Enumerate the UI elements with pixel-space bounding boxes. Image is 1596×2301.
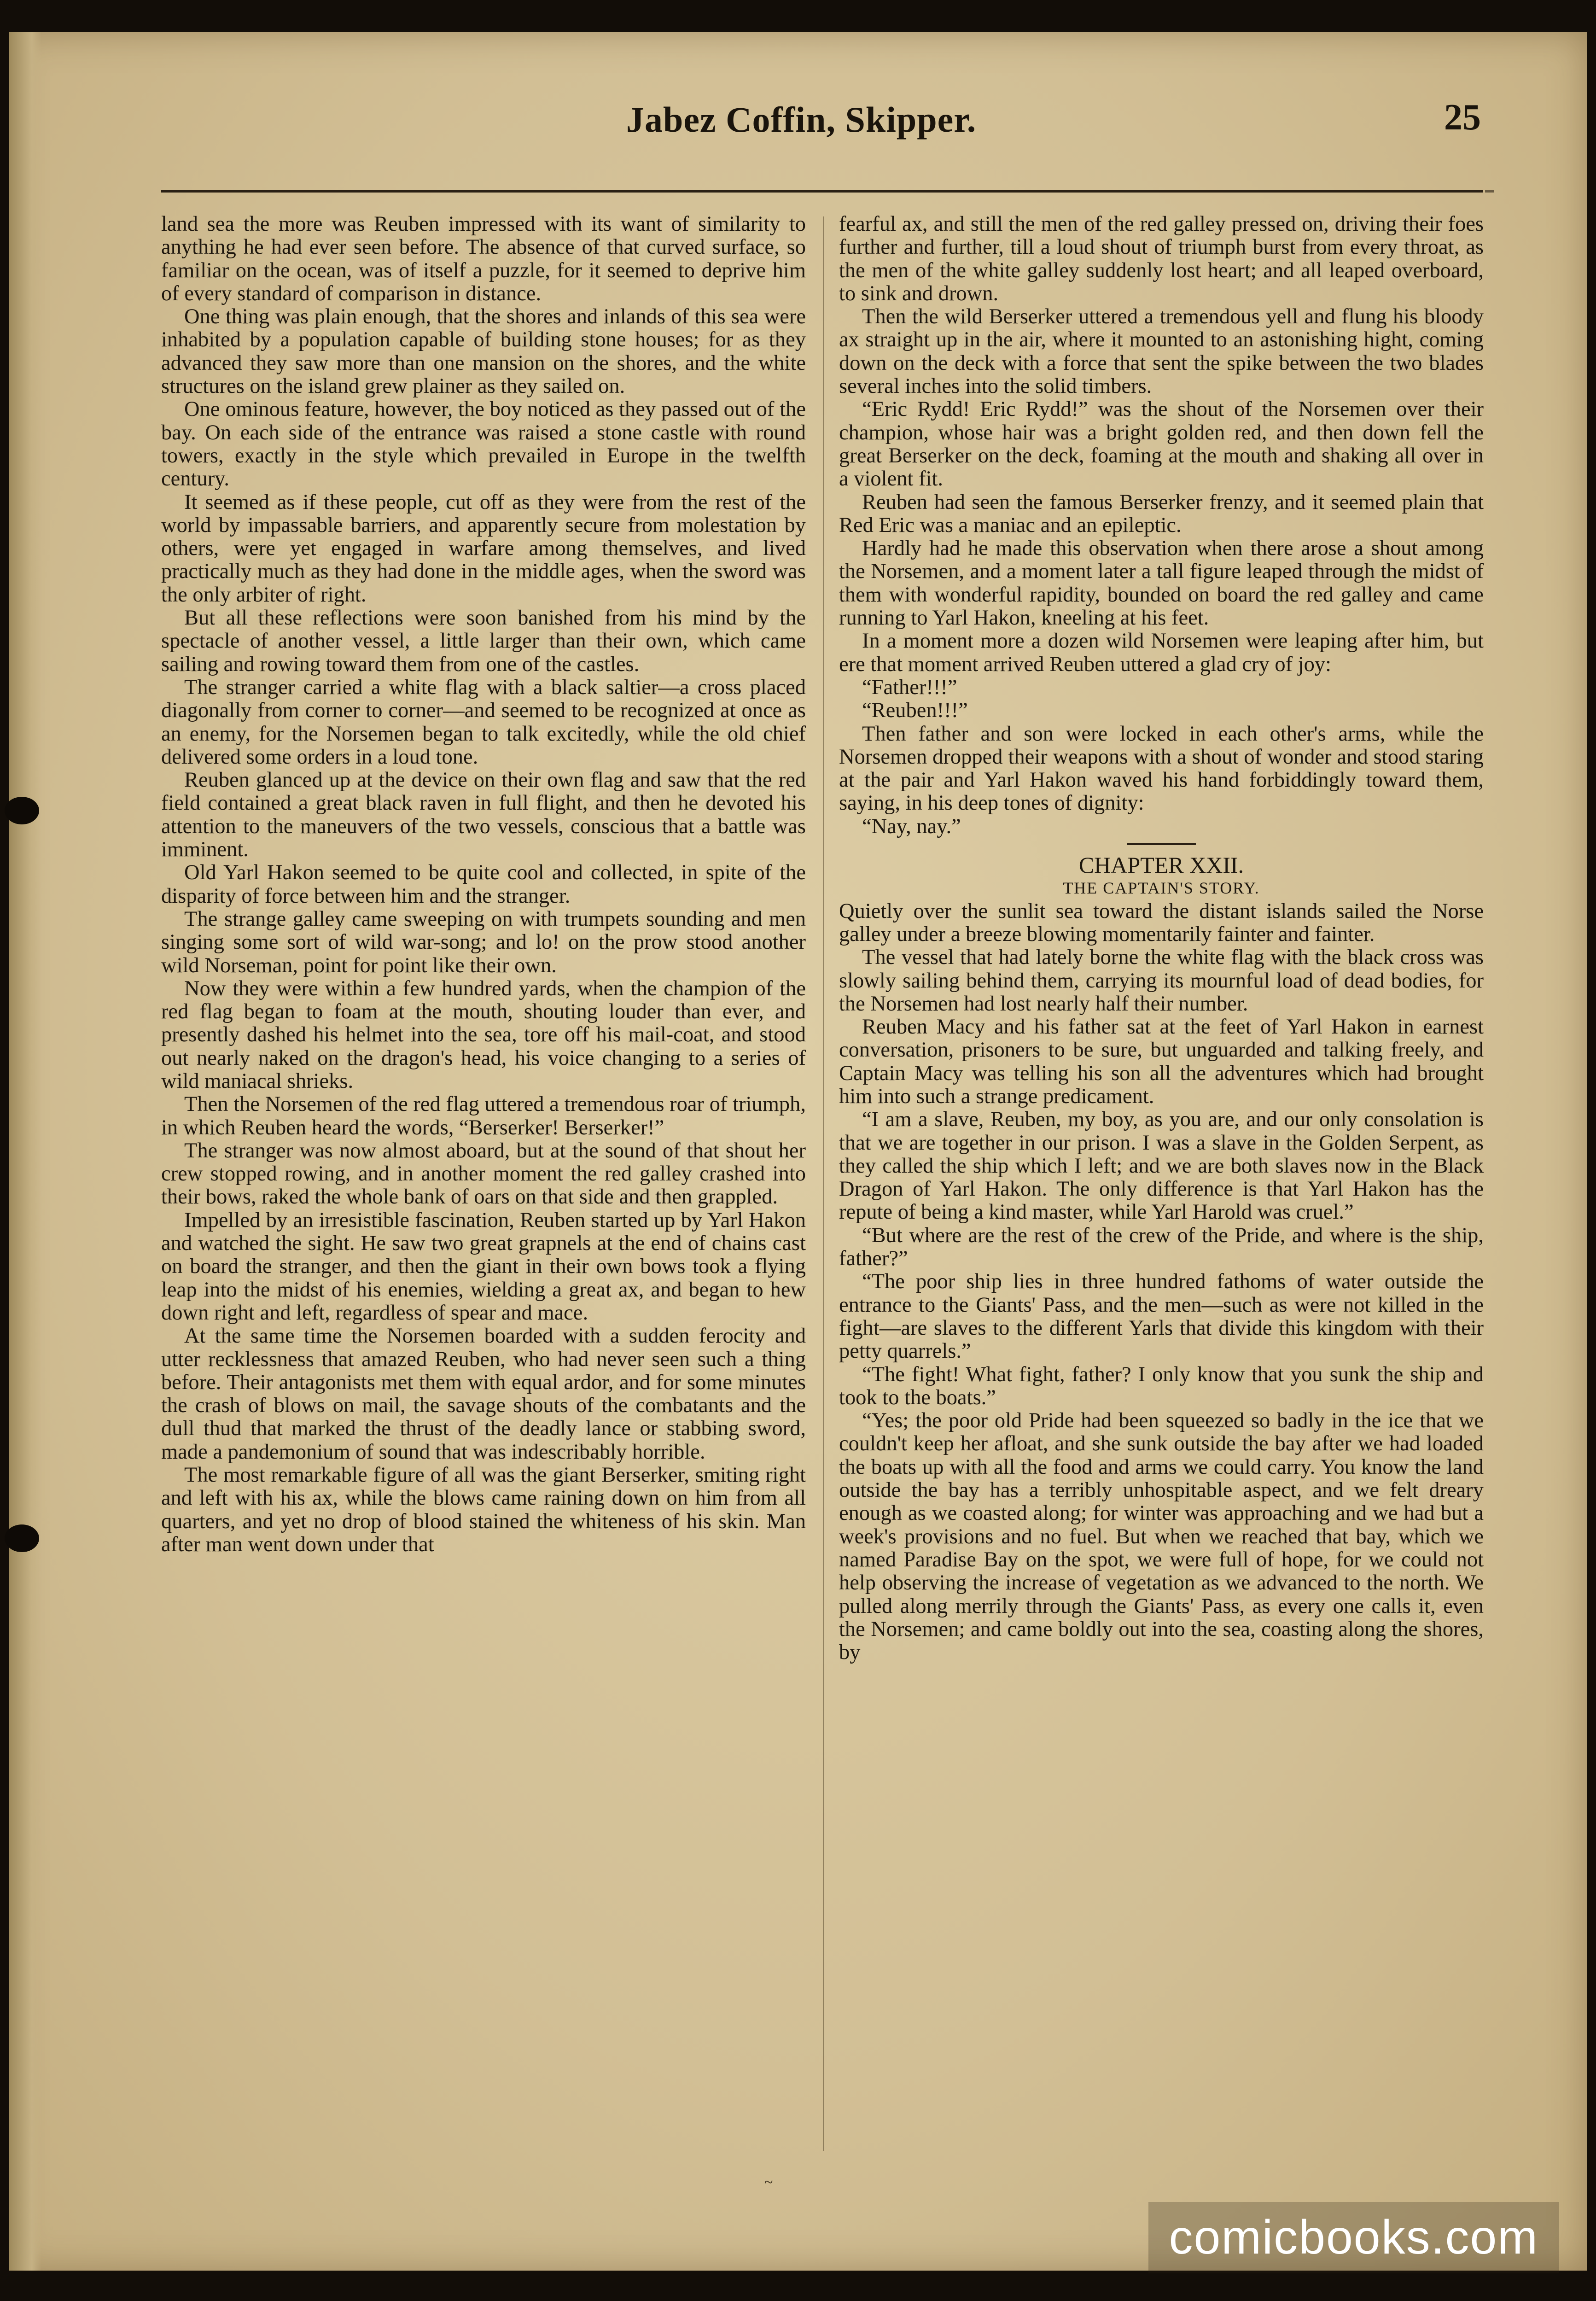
paragraph: “The poor ship lies in three hundred fathoms of water outside the entrance to the Giants' Pass, and the men—such as were not killed in the fight—are slaves to the different Yarls that divide this kingdom with their petty quarrels.” — [839, 1270, 1484, 1363]
paragraph: At the same time the Norsemen boarded with a sudden ferocity and utter recklessness that amazed Reuben, who had never seen such a thing before. Their antagonists met them with equal ardor, and for some minutes the crash of blows on mail, the savage shouts of the combatants and the dull thud that marked the thrust of the deadly lance or stabbing sword, made a pandemonium of sound that was indescribably horrible. — [161, 1324, 806, 1464]
chapter-subtitle: THE CAPTAIN'S STORY. — [1063, 879, 1260, 898]
paragraph: Hardly had he made this observation when there arose a shout among the Norsemen, and a moment later a tall figure leaped through the midst of them with wonderful rapidity, bounded on board the red galley and came running to Yarl Hakon, kneeling at his feet. — [839, 537, 1484, 630]
paragraph: The most remarkable figure of all was the giant Berserker, smiting right and left with his ax, while the blows came raining down on him from all quarters, and yet no drop of blood stained the whiteness of his skin. Man after man went down under that — [161, 1463, 806, 1556]
paragraph: In a moment more a dozen wild Norsemen were leaping after him, but ere that moment arrived Reuben uttered a glad cry of joy: — [839, 629, 1484, 676]
paragraph: “Eric Rydd! Eric Rydd!” was the shout of the Norsemen over their champion, whose hair was a bright golden red, and then down fell the great Berserker on the deck, foaming at the mouth and shaking all over in a violent fit. — [839, 397, 1484, 491]
paragraph: “I am a slave, Reuben, my boy, as you are, and our only consolation is that we are together in our prison. I was a slave in the Golden Serpent, as they called the ship which I left; and we are both slaves now in the Black Dragon of Yarl Hakon. The only difference is that Yarl Hakon has the repute of being a kind master, while Yarl Harold was cruel.” — [839, 1108, 1484, 1224]
paragraph: Now they were within a few hundred yards, when the champion of the red flag began to foam at the mouth, shouting louder than ever, and presently dashed his helmet into the sea, tore off his mail-coat, and stood out nearly naked on the dragon's head, his voice changing to a series of wild maniacal shrieks. — [161, 976, 806, 1093]
binding-hole — [5, 1524, 39, 1552]
paragraph: Then the wild Berserker uttered a tremendous yell and flung his bloody ax straight up in the air, where it mounted to an astonishing hight, coming down on the deck with a force that sent the spike between the two blades several inches into the solid timbers. — [839, 305, 1484, 398]
paragraph: “But where are the rest of the crew of the Pride, and where is the ship, father?” — [839, 1223, 1484, 1271]
paragraph: “Father!!!” — [862, 675, 957, 699]
right-column-text-after-chapter — [839, 900, 1484, 1664]
binding-hole — [5, 797, 39, 824]
chapter-divider-rule — [1127, 843, 1196, 845]
paragraph: The strange galley came sweeping on with trumpets sounding and men singing some sort of wild war-song; and lo! on the prow stood another wild Norseman, point for point like their own. — [161, 907, 806, 977]
paragraph: Reuben had seen the famous Berserker frenzy, and it seemed plain that Red Eric was a maniac and an epileptic. — [839, 490, 1484, 537]
paragraph: One thing was plain enough, that the shores and inlands of this sea were inhabited by a population capable of building stone houses; for as they advanced they saw more than one mansion on the shores, and the white structures on the island grew plainer as they sailed on. — [161, 305, 806, 398]
paragraph: The stranger carried a white flag with a black saltier—a cross placed diagonally from corner to corner—and seemed to be recognized at once as an enemy, for the Norsemen began to talk excitedly, while the old chief delivered some orders in a loud tone. — [161, 675, 806, 769]
right-column-text-before-chapter — [839, 213, 1484, 838]
running-header: Jabez Coffin, Skipper. — [626, 99, 977, 140]
binding-spine — [9, 32, 41, 2271]
header-rule-tail — [1485, 190, 1494, 193]
paragraph: Then father and son were locked in each other's arms, while the Norsemen dropped their weapons with a shout of wonder and stood staring at the pair and Yarl Hakon waved his hand forbiddingly toward them, saying, in his deep tones of dignity: — [839, 722, 1484, 815]
paragraph: “Yes; the poor old Pride had been squeezed so badly in the ice that we couldn't keep her afloat, and she sunk outside the bay after we had loaded the boats up with all the food and arms we could carry. You know the land outside the bay has a terribly unhospitable aspect, and we felt dreary enough as we coasted along; for winter was approaching and we had but a week's provisions and no fuel. But when we reached that bay, which we named Paradise Bay on the spot, we were full of hope, for we could not help observing the increase of vegetation as we advanced to the north. We pulled along merrily through the Giants' Pass, as every one calls it, even the Norsemen; and came boldly out into the sea, coasting along the shores, by — [839, 1409, 1484, 1664]
header-rule — [161, 190, 1483, 193]
paragraph: One ominous feature, however, the boy noticed as they passed out of the bay. On each side of the entrance was raised a stone castle with round towers, exactly in the style which prevailed in Europe in the twelfth century. — [161, 397, 806, 491]
paragraph: Impelled by an irresistible fascination, Reuben started up by Yarl Hakon and watched the sight. He saw two great grapnels at the end of chains cast on board the stranger, and then the giant in their own bows took a flying leap into the midst of his enemies, wielding a great ax, and began to hew down right and left, regardless of spear and mace. — [161, 1208, 806, 1325]
paragraph: Reuben Macy and his father sat at the feet of Yarl Hakon in earnest conversation, prisoners to be sure, but unguarded and talking freely, and Captain Macy was telling his son all the adventures which had brought him into such a strange predicament. — [839, 1015, 1484, 1108]
page-number: 25 — [1444, 97, 1481, 138]
paragraph: “The fight! What fight, father? I only know that you sunk the ship and took to the boats.” — [839, 1362, 1484, 1409]
paragraph: It seemed as if these people, cut off as they were from the rest of the world by impassable barriers, and apparently secure from molestation by others, were yet engaged in warfare among themselves, and lived practically much as they had done in the middle ages, when the sword was the only arbiter of right. — [161, 490, 806, 607]
paragraph: The vessel that had lately borne the white flag with the black cross was slowly sailing behind them, carrying its mournful load of dead bodies, for the Norsemen had lost nearly half their number. — [839, 946, 1484, 1016]
paragraph: “Reuben!!!” — [862, 699, 968, 723]
paragraph: But all these reflections were soon banished from his mind by the spectacle of another vessel, a little larger than their own, which came sailing and rowing toward them from one of the castles. — [161, 606, 806, 676]
paragraph: Reuben glanced up at the device on their own flag and saw that the red field contained a great black raven in full flight, and then he devoted his attention to the maneuvers of the two vessels, conscious that a battle was imminent. — [161, 768, 806, 862]
column-divider — [823, 216, 824, 2151]
chapter-title: CHAPTER XXII. — [1078, 852, 1244, 878]
paragraph: Old Yarl Hakon seemed to be quite cool and collected, in spite of the disparity of force between him and the stranger. — [161, 861, 806, 908]
printer-mark: ~ — [764, 2174, 773, 2191]
paragraph: The stranger was now almost aboard, but at the sound of that shout her crew stopped rowing, and in another moment the red galley crashed into their bows, raked the whole bank of oars on that side and then grappled. — [161, 1139, 806, 1209]
left-column — [161, 213, 806, 2161]
site-watermark: comicbooks.com — [1148, 2202, 1559, 2273]
paragraph: land sea the more was Reuben impressed with its want of similarity to anything he had ever seen before. The absence of that curved surface, so familiar on the ocean, was of itself a puzzle, for it seemed to deprive him of every standard of comparison in distance. — [161, 213, 806, 305]
paragraph: Then the Norsemen of the red flag uttered a tremendous roar of triumph, in which Reuben heard the words, “Berserker! Berserker!” — [161, 1092, 806, 1139]
paragraph: fearful ax, and still the men of the red galley pressed on, driving their foes further and further, till a loud shout of triumph burst from every throat, as the men of the white galley suddenly lost heart; and all leaped overboard, to sink and drown. — [839, 213, 1484, 305]
paragraph: Quietly over the sunlit sea toward the distant islands sailed the Norse galley under a breeze blowing momentarily fainter and fainter. — [839, 899, 1484, 946]
paragraph: “Nay, nay.” — [862, 814, 961, 838]
right-column — [839, 213, 1484, 2161]
